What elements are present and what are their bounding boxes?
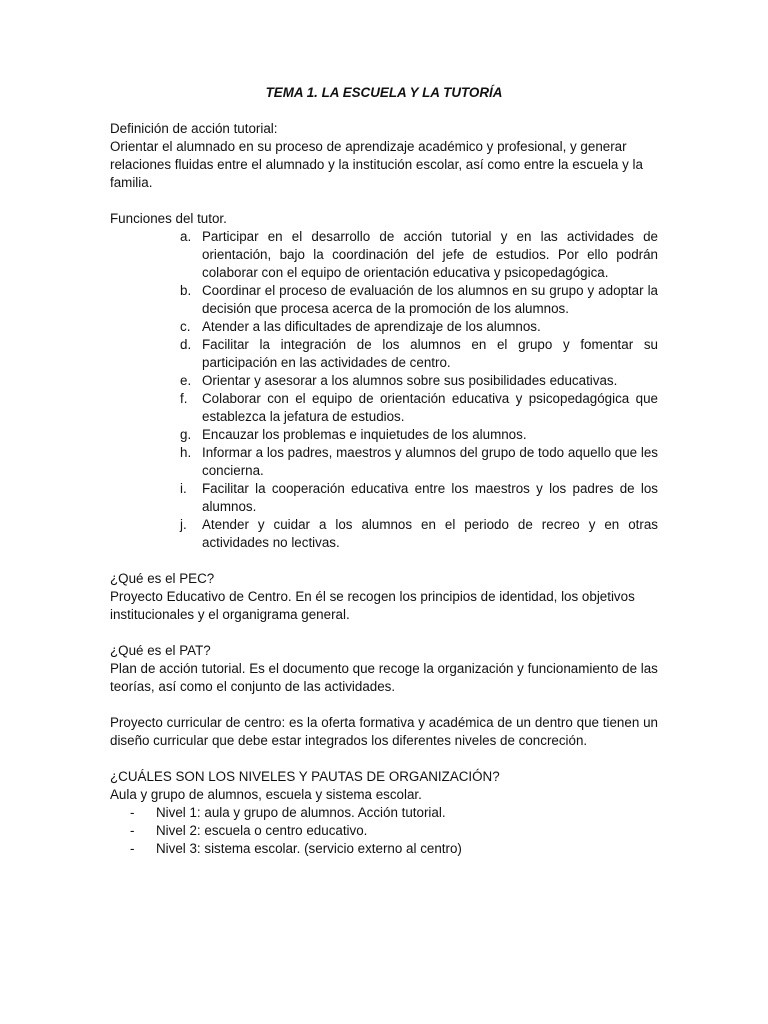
niveles-list [110, 804, 658, 858]
list-marker: h. [180, 445, 192, 460]
list-item [180, 282, 658, 318]
list-item [180, 318, 658, 336]
list-marker: j. [180, 517, 187, 532]
list-item-text: Colaborar con el equipo de orientación educativa y psicopedagógica que establezca la jefatura de estudios. [202, 391, 658, 424]
list-item [130, 840, 658, 858]
list-item [180, 390, 658, 426]
list-item-text: Facilitar la integración de los alumnos en el grupo y fomentar su participación en las actividades de centro. [202, 337, 658, 370]
list-marker: d. [180, 337, 192, 352]
list-item-text: Encauzar los problemas e inquietudes de los alumnos. [202, 427, 527, 442]
list-marker: b. [180, 283, 192, 298]
list-item [180, 336, 658, 372]
section-funciones [110, 210, 658, 552]
list-item [180, 426, 658, 444]
list-marker: g. [180, 427, 192, 442]
list-marker: a. [180, 229, 192, 244]
list-item [130, 822, 658, 840]
section-pec [110, 570, 658, 624]
list-marker: f. [180, 391, 188, 406]
list-marker: e. [180, 373, 192, 388]
section-proyecto-curricular [110, 714, 658, 750]
list-marker: i. [180, 481, 187, 496]
list-item-text: Informar a los padres, maestros y alumnos del grupo de todo aquello que les concierna. [202, 445, 658, 478]
list-item-text: Participar en el desarrollo de acción tutorial y en las actividades de orientación, bajo la coordinación del jefe de estudios. Por ello podrán colaborar con el equipo de orientación educativa y psicopedagógica. [202, 229, 658, 280]
pec-heading: ¿Qué es el PEC? [110, 571, 215, 586]
list-item [130, 804, 658, 822]
section-niveles [110, 768, 658, 858]
list-item [180, 480, 658, 516]
list-marker: - [130, 841, 135, 856]
pat-heading: ¿Qué es el PAT? [110, 643, 211, 658]
list-item-text: Nivel 1: aula y grupo de alumnos. Acción tutorial. [156, 805, 446, 820]
list-item-text: Nivel 2: escuela o centro educativo. [156, 823, 368, 838]
section-accion-tutorial [110, 120, 658, 192]
list-item-text: Nivel 3: sistema escolar. (servicio externo al centro) [156, 841, 462, 856]
funciones-list [110, 228, 658, 552]
list-item [180, 444, 658, 480]
list-item-text: Atender a las dificultades de aprendizaje de los alumnos. [202, 319, 541, 334]
funciones-heading: Funciones del tutor. [110, 211, 227, 226]
accion-tutorial-text: Orientar el alumnado en su proceso de aprendizaje académico y profesional, y generar relaciones fluidas entre el alumnado y la institución escolar, así como entre la escuela y la familia. [110, 139, 643, 190]
list-marker: - [130, 823, 135, 838]
niveles-heading: ¿CUÁLES SON LOS NIVELES Y PAUTAS DE ORGANIZACIÓN? [110, 769, 500, 784]
list-item-text: Coordinar el proceso de evaluación de los alumnos en su grupo y adoptar la decisión que procesa acerca de la promoción de los alumnos. [202, 283, 658, 316]
list-marker: c. [180, 319, 191, 334]
list-item [180, 516, 658, 552]
pec-text: Proyecto Educativo de Centro. En él se recogen los principios de identidad, los objetivos institucionales y el organigrama general. [110, 589, 635, 622]
list-item-text: Orientar y asesorar a los alumnos sobre sus posibilidades educativas. [202, 373, 618, 388]
list-item [180, 228, 658, 282]
list-item-text: Atender y cuidar a los alumnos en el periodo de recreo y en otras actividades no lectivas. [202, 517, 658, 550]
list-marker: - [130, 805, 135, 820]
proyecto-curricular-text: Proyecto curricular de centro: es la oferta formativa y académica de un dentro que tienen un diseño curricular que debe estar integrados los diferentes niveles de concreción. [110, 715, 658, 748]
accion-tutorial-heading: Definición de acción tutorial: [110, 121, 278, 136]
niveles-intro: Aula y grupo de alumnos, escuela y sistema escolar. [110, 787, 422, 802]
pat-text: Plan de acción tutorial. Es el documento que recoge la organización y funcionamiento de las teorías, así como el conjunto de las actividades. [110, 661, 658, 694]
section-pat [110, 642, 658, 696]
list-item-text: Facilitar la cooperación educativa entre los maestros y los padres de los alumnos. [202, 481, 658, 514]
list-item [180, 372, 658, 390]
document-title: TEMA 1. LA ESCUELA Y LA TUTORÍA [265, 85, 503, 100]
